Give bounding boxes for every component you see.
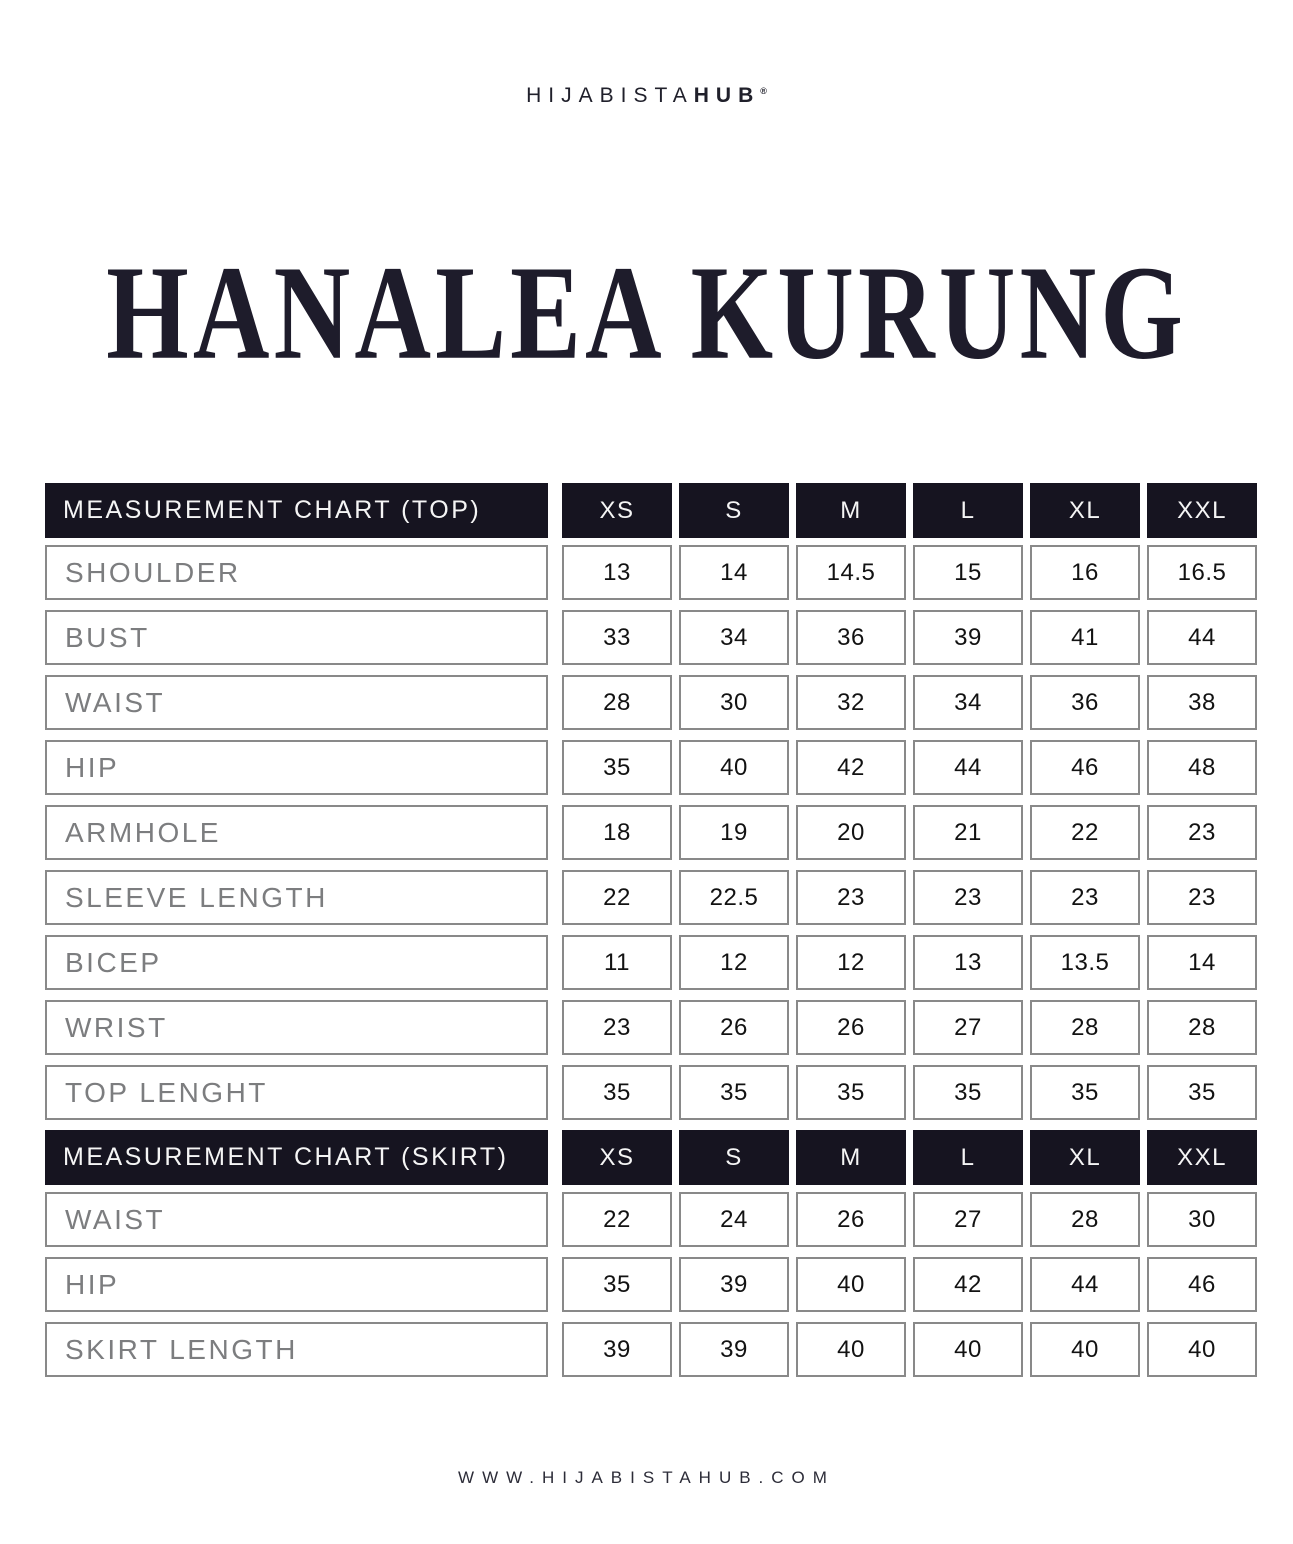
measurement-value: 40 bbox=[679, 740, 789, 795]
measurement-value: 44 bbox=[1147, 610, 1257, 665]
measurement-value: 46 bbox=[1030, 740, 1140, 795]
measurement-value: 35 bbox=[1147, 1065, 1257, 1120]
measurement-value: 12 bbox=[796, 935, 906, 990]
row-label: SHOULDER bbox=[45, 545, 548, 600]
table-row-skirt-hip bbox=[45, 1257, 1257, 1312]
measurement-value: 44 bbox=[1030, 1257, 1140, 1312]
measurement-value: 35 bbox=[679, 1065, 789, 1120]
measurement-value: 19 bbox=[679, 805, 789, 860]
measurement-value: 13 bbox=[913, 935, 1023, 990]
measurement-value: 23 bbox=[796, 870, 906, 925]
measurement-value: 41 bbox=[1030, 610, 1140, 665]
size-header-xl: XL bbox=[1030, 1130, 1140, 1185]
measurement-value: 40 bbox=[796, 1257, 906, 1312]
measurement-value: 11 bbox=[562, 935, 672, 990]
row-label: SKIRT LENGTH bbox=[45, 1322, 548, 1377]
measurement-value: 35 bbox=[1030, 1065, 1140, 1120]
brand-logo-regular: HIJABISTA bbox=[526, 84, 694, 107]
size-header-xs: XS bbox=[562, 483, 672, 538]
measurement-value: 40 bbox=[913, 1322, 1023, 1377]
measurement-value: 35 bbox=[913, 1065, 1023, 1120]
brand-logo-bold: HUB bbox=[693, 84, 761, 107]
row-label: TOP LENGHT bbox=[45, 1065, 548, 1120]
table-row-top-lenght bbox=[45, 1065, 1257, 1120]
table-row-skirt-waist bbox=[45, 1192, 1257, 1247]
measurement-value: 23 bbox=[1030, 870, 1140, 925]
measurement-value: 22.5 bbox=[679, 870, 789, 925]
table-row-hip bbox=[45, 740, 1257, 795]
table-row-skirt-length bbox=[45, 1322, 1257, 1377]
size-header-xxl: XXL bbox=[1147, 1130, 1257, 1185]
table-row-armhole bbox=[45, 805, 1257, 860]
measurement-value: 13.5 bbox=[1030, 935, 1140, 990]
measurement-value: 32 bbox=[796, 675, 906, 730]
size-header-xxl: XXL bbox=[1147, 483, 1257, 538]
measurement-value: 27 bbox=[913, 1192, 1023, 1247]
measurement-value: 35 bbox=[796, 1065, 906, 1120]
size-header-xs: XS bbox=[562, 1130, 672, 1185]
measurement-value: 26 bbox=[796, 1192, 906, 1247]
measurement-value: 23 bbox=[1147, 870, 1257, 925]
measurement-value: 21 bbox=[913, 805, 1023, 860]
measurement-value: 39 bbox=[913, 610, 1023, 665]
measurement-value: 22 bbox=[562, 870, 672, 925]
measurement-value: 28 bbox=[1030, 1192, 1140, 1247]
measurement-value: 14 bbox=[679, 545, 789, 600]
measurement-value: 23 bbox=[1147, 805, 1257, 860]
row-label: HIP bbox=[45, 740, 548, 795]
measurement-value: 27 bbox=[913, 1000, 1023, 1055]
size-header-m: M bbox=[796, 483, 906, 538]
row-label: SLEEVE LENGTH bbox=[45, 870, 548, 925]
measurement-value: 48 bbox=[1147, 740, 1257, 795]
table-row-shoulder bbox=[45, 545, 1257, 600]
measurement-value: 15 bbox=[913, 545, 1023, 600]
measurement-value: 16.5 bbox=[1147, 545, 1257, 600]
measurement-value: 33 bbox=[562, 610, 672, 665]
row-label: BICEP bbox=[45, 935, 548, 990]
measurement-value: 24 bbox=[679, 1192, 789, 1247]
measurement-value: 39 bbox=[679, 1322, 789, 1377]
product-title: HANALEA KURUNG bbox=[106, 238, 1187, 388]
table-row-bust bbox=[45, 610, 1257, 665]
measurement-value: 18 bbox=[562, 805, 672, 860]
measurement-value: 40 bbox=[1147, 1322, 1257, 1377]
measurement-value: 26 bbox=[679, 1000, 789, 1055]
measurement-value: 36 bbox=[1030, 675, 1140, 730]
measurement-value: 12 bbox=[679, 935, 789, 990]
measurement-value: 28 bbox=[1030, 1000, 1140, 1055]
measurement-value: 28 bbox=[1147, 1000, 1257, 1055]
measurement-value: 13 bbox=[562, 545, 672, 600]
measurement-value: 39 bbox=[679, 1257, 789, 1312]
measurement-value: 30 bbox=[679, 675, 789, 730]
website-url: WWW.HIJABISTAHUB.COM bbox=[458, 1468, 835, 1487]
row-label: WAIST bbox=[45, 675, 548, 730]
row-label: WRIST bbox=[45, 1000, 548, 1055]
measurement-value: 42 bbox=[796, 740, 906, 795]
measurement-value: 44 bbox=[913, 740, 1023, 795]
measurement-value: 28 bbox=[562, 675, 672, 730]
measurement-value: 22 bbox=[562, 1192, 672, 1247]
row-label: HIP bbox=[45, 1257, 548, 1312]
product-title-wrap bbox=[0, 238, 1293, 388]
measurement-value: 40 bbox=[796, 1322, 906, 1377]
measurement-value: 23 bbox=[562, 1000, 672, 1055]
table-row-bicep bbox=[45, 935, 1257, 990]
measurement-value: 26 bbox=[796, 1000, 906, 1055]
measurement-value: 22 bbox=[1030, 805, 1140, 860]
row-label: WAIST bbox=[45, 1192, 548, 1247]
row-label: BUST bbox=[45, 610, 548, 665]
measurement-value: 35 bbox=[562, 1065, 672, 1120]
measurement-value: 38 bbox=[1147, 675, 1257, 730]
table-top-header-row bbox=[45, 483, 1257, 538]
measurement-value: 34 bbox=[913, 675, 1023, 730]
table-top-title: MEASUREMENT CHART (TOP) bbox=[45, 483, 548, 538]
size-header-m: M bbox=[796, 1130, 906, 1185]
measurement-value: 14.5 bbox=[796, 545, 906, 600]
measurement-value: 14 bbox=[1147, 935, 1257, 990]
measurement-value: 34 bbox=[679, 610, 789, 665]
measurement-value: 35 bbox=[562, 740, 672, 795]
size-header-s: S bbox=[679, 1130, 789, 1185]
measurement-value: 36 bbox=[796, 610, 906, 665]
table-skirt-title: MEASUREMENT CHART (SKIRT) bbox=[45, 1130, 548, 1185]
registered-trademark-symbol: ® bbox=[760, 86, 767, 96]
measurement-tables bbox=[45, 483, 1257, 1387]
measurement-value: 23 bbox=[913, 870, 1023, 925]
table-skirt-header-row bbox=[45, 1130, 1257, 1185]
table-row-sleeve-length bbox=[45, 870, 1257, 925]
table-row-wrist bbox=[45, 1000, 1257, 1055]
size-header-l: L bbox=[913, 1130, 1023, 1185]
measurement-value: 39 bbox=[562, 1322, 672, 1377]
row-label: ARMHOLE bbox=[45, 805, 548, 860]
brand-logo bbox=[0, 84, 1293, 108]
measurement-value: 42 bbox=[913, 1257, 1023, 1312]
measurement-value: 35 bbox=[562, 1257, 672, 1312]
size-header-l: L bbox=[913, 483, 1023, 538]
measurement-value: 20 bbox=[796, 805, 906, 860]
measurement-value: 40 bbox=[1030, 1322, 1140, 1377]
size-header-s: S bbox=[679, 483, 789, 538]
measurement-value: 30 bbox=[1147, 1192, 1257, 1247]
table-row-waist bbox=[45, 675, 1257, 730]
size-header-xl: XL bbox=[1030, 483, 1140, 538]
measurement-value: 16 bbox=[1030, 545, 1140, 600]
measurement-value: 46 bbox=[1147, 1257, 1257, 1312]
